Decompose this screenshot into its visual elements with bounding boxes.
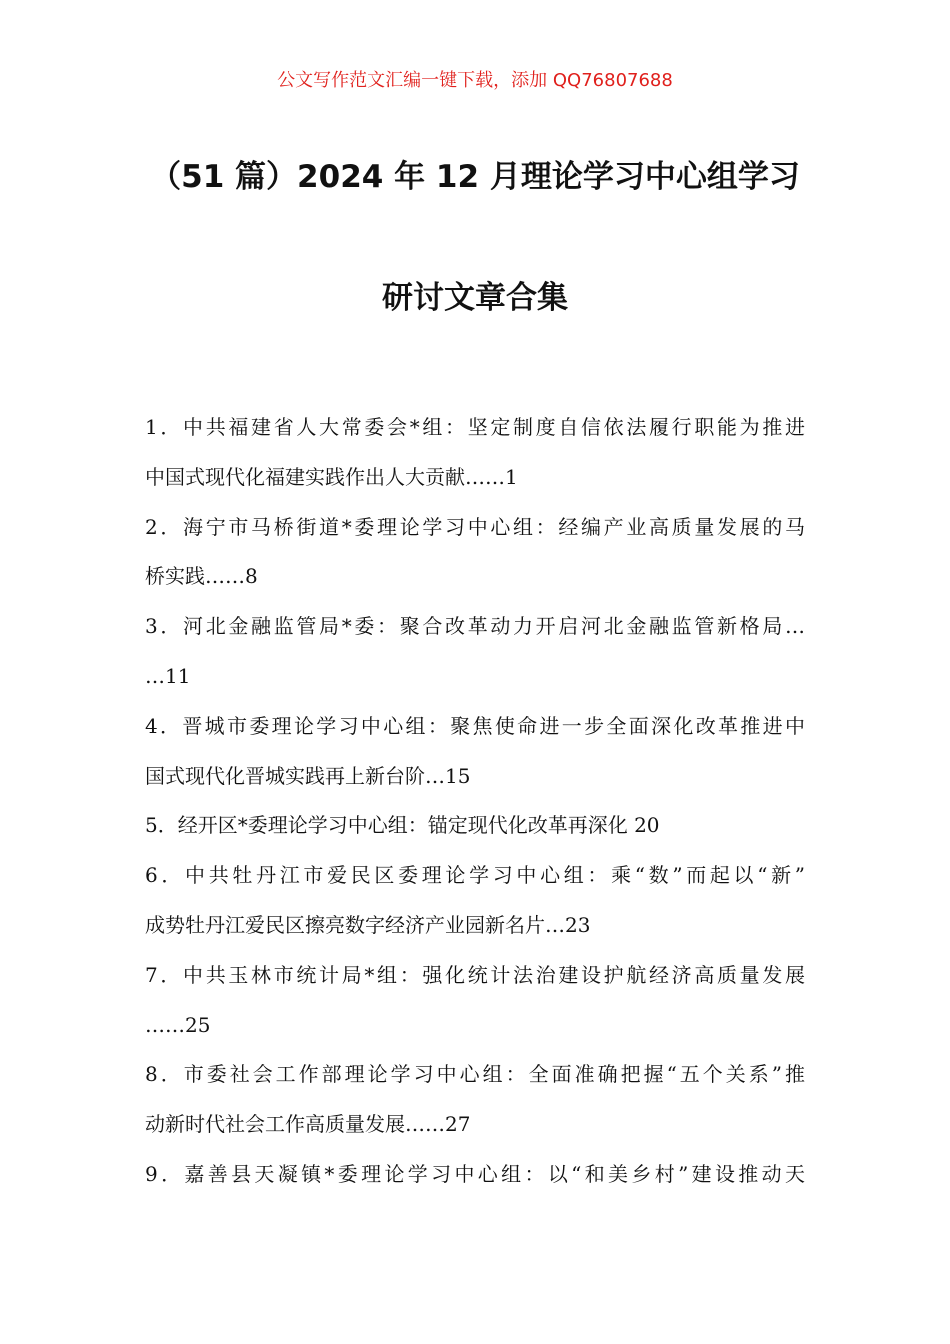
toc-item bbox=[145, 602, 805, 702]
table-of-contents bbox=[145, 403, 805, 1200]
toc-line: 6．中共牡丹江市爱民区委理论学习中心组：乘“数”而起以“新” bbox=[145, 863, 805, 888]
toc-line: 桥实践……8 bbox=[145, 564, 258, 589]
toc-item bbox=[145, 851, 805, 951]
toc-item bbox=[145, 403, 805, 503]
toc-item bbox=[145, 951, 805, 1051]
document-title-line-2: 研讨文章合集 bbox=[382, 280, 568, 316]
toc-line: 国式现代化晋城实践再上新台阶…15 bbox=[145, 763, 471, 788]
toc-line: 9．嘉善县天凝镇*委理论学习中心组：以“和美乡村”建设推动天 bbox=[145, 1161, 805, 1186]
toc-line: 1．中共福建省人大常委会*组：坚定制度自信依法履行职能为推进 bbox=[145, 415, 805, 439]
toc-item bbox=[145, 702, 805, 802]
toc-item bbox=[145, 1150, 805, 1200]
promo-header: 公文写作范文汇编一键下载，添加 QQ76807688 bbox=[277, 70, 673, 91]
toc-line: 3．河北金融监管局*委：聚合改革动力开启河北金融监管新格局… bbox=[145, 614, 805, 639]
toc-line: …11 bbox=[145, 663, 191, 688]
toc-line: 7．中共玉林市统计局*组：强化统计法治建设护航经济高质量发展 bbox=[145, 962, 805, 987]
toc-item bbox=[145, 503, 805, 603]
toc-line: 4．晋城市委理论学习中心组：聚焦使命进一步全面深化改革推进中 bbox=[145, 713, 805, 738]
document-title-line-1: （51 篇）2024 年 12 月理论学习中心组学习 bbox=[150, 159, 800, 195]
toc-line: 5．经开区*委理论学习中心组：锚定现代化改革再深化 20 bbox=[145, 813, 660, 838]
toc-line: 2．海宁市马桥街道*委理论学习中心组：经编产业高质量发展的马 bbox=[145, 514, 805, 539]
toc-line: 动新时代社会工作高质量发展……27 bbox=[145, 1112, 471, 1137]
toc-line: 中国式现代化福建实践作出人大贡献……1 bbox=[145, 464, 518, 489]
toc-item bbox=[145, 1050, 805, 1150]
toc-item bbox=[145, 801, 805, 851]
toc-line: 成势牡丹江爱民区擦亮数字经济产业园新名片…23 bbox=[145, 912, 591, 937]
toc-line: 8．市委社会工作部理论学习中心组：全面准确把握“五个关系”推 bbox=[145, 1062, 805, 1087]
toc-line: ……25 bbox=[145, 1012, 211, 1037]
